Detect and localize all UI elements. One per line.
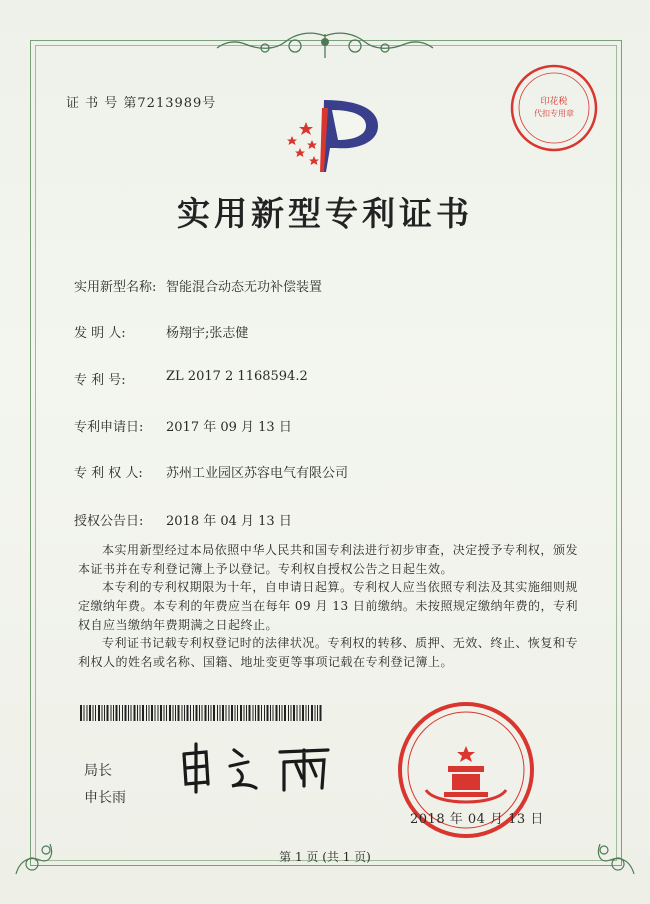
issue-date: 2018 年 04 月 13 日	[410, 812, 544, 827]
field-label-patent-number: 专 利 号:	[74, 373, 126, 388]
field-value-patent-number: ZL 2017 2 1168594.2	[166, 369, 308, 384]
field-value-application-date: 2017 年 09 月 13 日	[166, 420, 292, 435]
director-name: 申长雨	[84, 790, 126, 806]
certificate-title: 实用新型专利证书	[177, 194, 473, 233]
field-label-inventor: 发 明 人:	[74, 326, 126, 341]
tax-stamp-icon	[508, 62, 600, 154]
field-label-application-date: 专利申请日:	[74, 420, 144, 435]
page-number: 第 1 页 (共 1 页)	[279, 850, 371, 864]
field-value-utility-model-name: 智能混合动态无功补偿装置	[166, 280, 323, 295]
field-value-grant-date: 2018 年 04 月 13 日	[166, 514, 292, 529]
field-label-utility-model-name: 实用新型名称:	[74, 280, 157, 295]
director-title: 局长	[84, 763, 112, 779]
field-value-patentee: 苏州工业园区苏容电气有限公司	[166, 466, 349, 481]
paragraph-legal-status: 专利证书记载专利权登记时的法律状况。专利权的转移、质押、无效、终止、恢复和专利权人的姓名或名称、国籍、地址变更等事项记载在专利登记簿上。	[78, 636, 578, 669]
svg-text:代扣专用章: 代扣专用章	[534, 109, 574, 118]
handwritten-signature-icon	[176, 740, 336, 796]
barcode-icon	[80, 705, 325, 721]
field-label-grant-date: 授权公告日:	[74, 514, 144, 529]
patent-office-logo-icon	[282, 96, 382, 176]
field-label-patentee: 专 利 权 人:	[74, 466, 143, 481]
certificate-number: 证 书 号 第7213989号	[66, 96, 217, 111]
field-value-inventor: 杨翔宇;张志健	[166, 326, 249, 341]
svg-text:印花税: 印花税	[540, 97, 568, 107]
paragraph-grant-statement: 本实用新型经过本局依照中华人民共和国专利法进行初步审查，决定授予专利权，颁发本证书并在专利登记簿上予以登记。专利权自授权公告之日起生效。	[78, 543, 578, 576]
top-ornament-icon	[215, 28, 435, 68]
paragraph-term-and-fees: 本专利的专利权期限为十年，自申请日起算。专利权人应当依照专利法及其实施细则规定缴纳年费。本专利的年费应当在每年 09 月 13 日前缴纳。未按照规定缴纳年费的，专利权自应当缴纳年费期满之日起终止。	[78, 580, 578, 632]
